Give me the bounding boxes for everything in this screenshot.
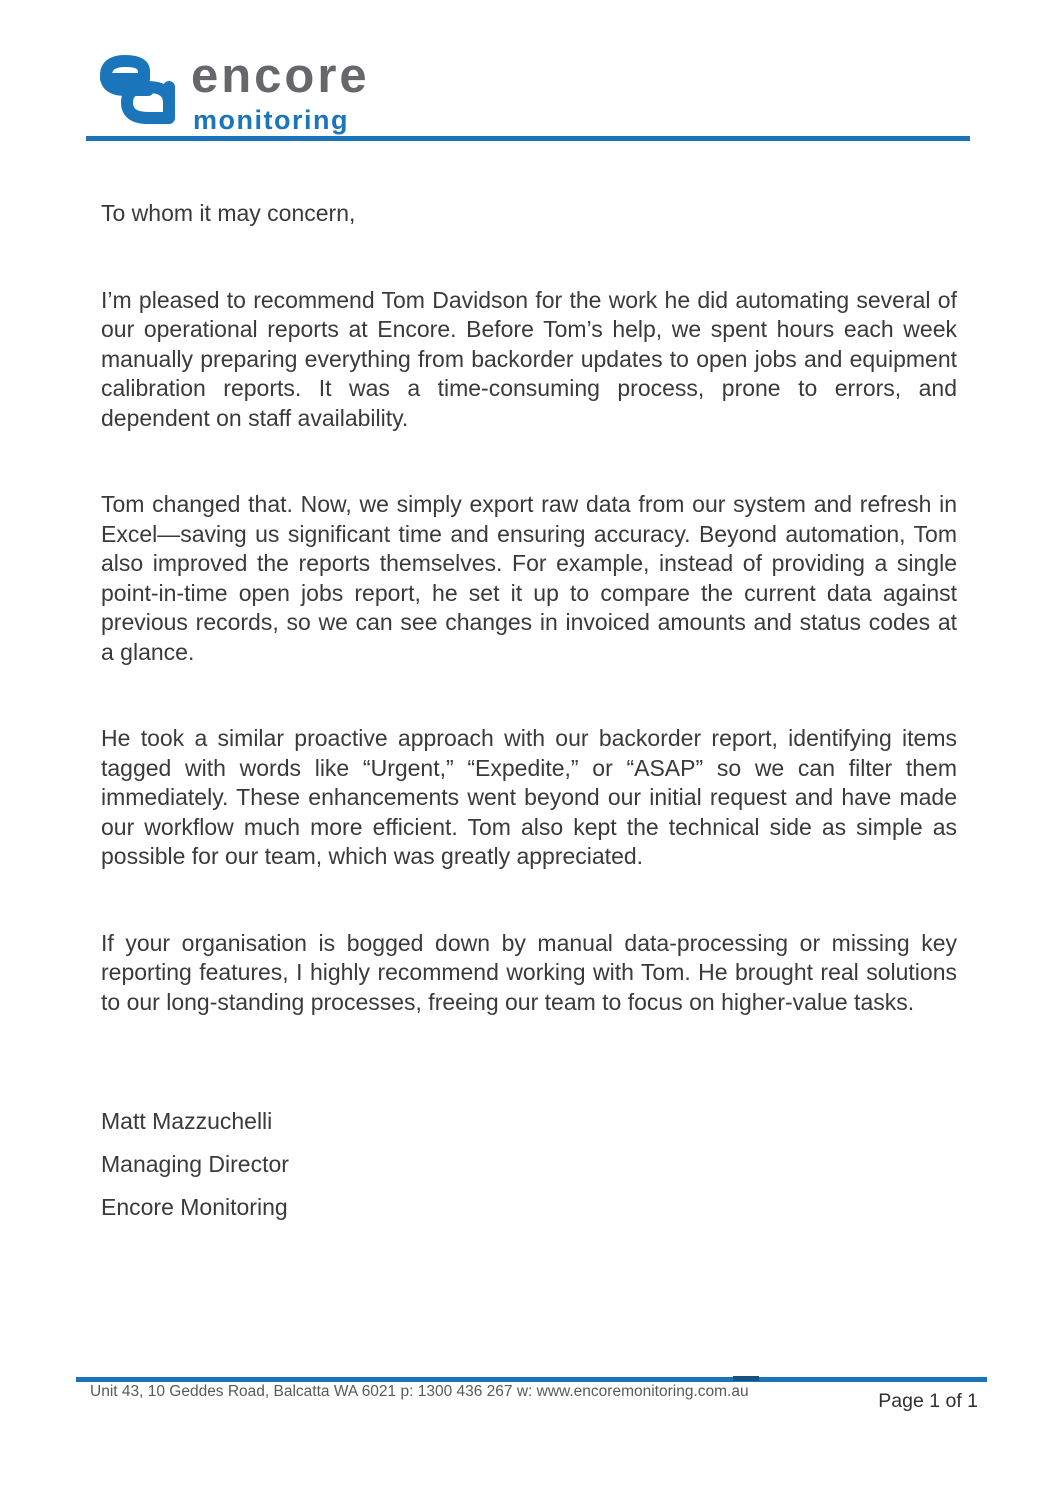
letterhead xyxy=(0,0,1060,150)
signature-title: Managing Director xyxy=(101,1151,289,1177)
page-indicator: Page 1 of 1 xyxy=(878,1390,978,1412)
footer-address: Unit 43, 10 Geddes Road, Balcatta WA 6021 p: 1300 436 267 w: www.encoremonitoring.com.au xyxy=(90,1383,749,1400)
signature-company: Encore Monitoring xyxy=(101,1194,288,1220)
brand-name: encore xyxy=(191,49,370,103)
paragraph-1: I’m pleased to recommend Tom Davidson for the work he did automating several of our operational reports at Encore. Before Tom’s help, we spent hours each week manually preparing everything from backorder updates to open jobs and equipment calibration reports. It was a time-consuming process, prone to errors, and dependent on staff availability. xyxy=(101,286,957,431)
footer-rule-notch xyxy=(733,1376,759,1381)
brand-wordmark xyxy=(191,49,370,135)
paragraph-4: If your organisation is bogged down by manual data-processing or missing key reporting features, I highly recommend working with Tom. He brought real solutions to our long-standing processes, freeing our team to focus on higher-value tasks. xyxy=(101,929,957,1015)
signature-name: Matt Mazzuchelli xyxy=(101,1108,273,1134)
signature-block xyxy=(101,1107,957,1223)
header-rule xyxy=(86,136,970,141)
ea-monogram-icon xyxy=(98,54,177,125)
brand-tagline: monitoring xyxy=(193,105,349,135)
footer-rule xyxy=(76,1377,987,1382)
letter-body xyxy=(101,199,957,1236)
paragraph-2: Tom changed that. Now, we simply export raw data from our system and refresh in Excel—saving us significant time and ensuring accuracy. Beyond automation, Tom also improved the reports themselves. For example, instead of providing a single point-in-time open jobs report, he set it up to compare the current data against previous records, so we can see changes in invoiced amounts and status codes at a glance. xyxy=(101,491,957,665)
salutation: To whom it may concern, xyxy=(101,200,356,226)
paragraph-3: He took a similar proactive approach with our backorder report, identifying items tagged with words like “Urgent,” “Expedite,” or “ASAP” so we can filter them immediately. These enhancements went beyond our initial request and have made our workflow much more efficient. Tom also kept the technical side as simple as possible for our team, which was greatly appreciated. xyxy=(101,725,957,869)
